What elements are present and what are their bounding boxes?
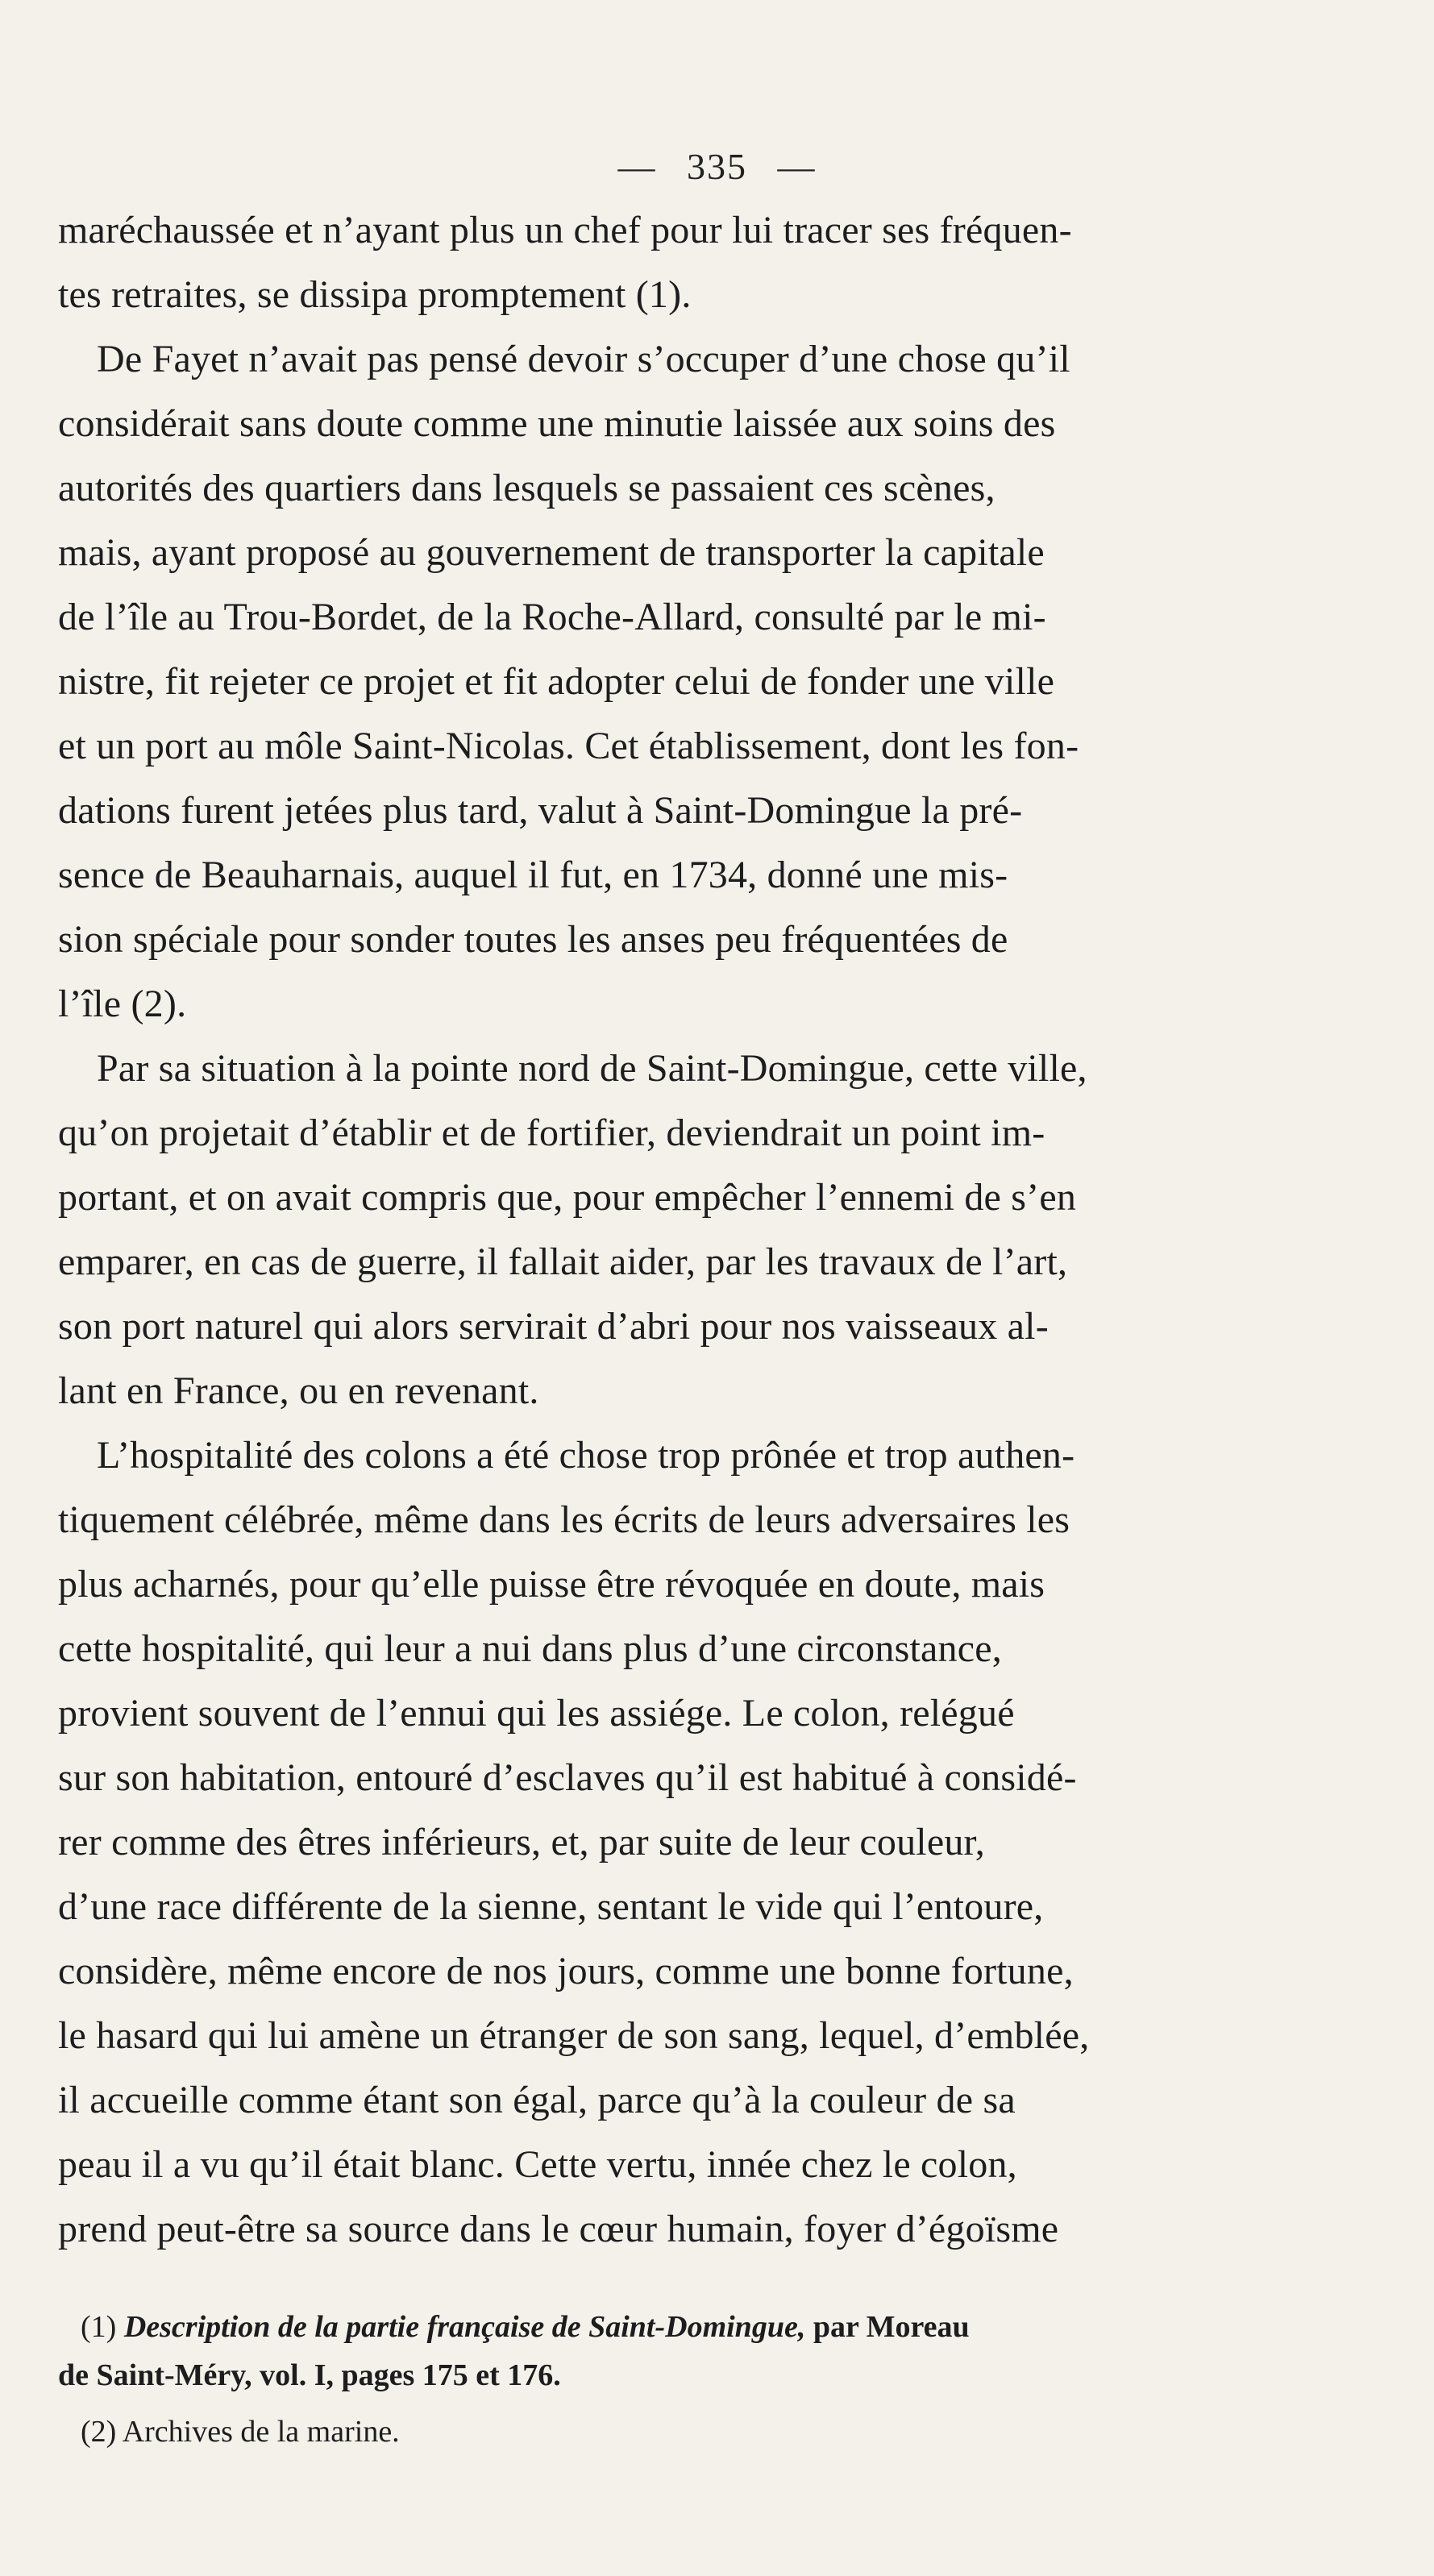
- text-line: l’île (2).: [58, 983, 187, 1025]
- page-number-dash-right: —: [777, 146, 817, 187]
- footnote-2: (2) Archives de la marine.: [81, 2415, 400, 2449]
- text-line: dations furent jetées plus tard, valut à Saint-Domingue la pré-: [58, 789, 1023, 832]
- text-line: considérait sans doute comme une minutie laissée aux soins des: [58, 402, 1056, 445]
- footnote-1-title: Description de la partie française de Saint-Domingue,: [123, 2310, 806, 2344]
- text-line: emparer, en cas de guerre, il fallait aider, par les travaux de l’art,: [58, 1240, 1068, 1283]
- text-line: tes retraites, se dissipa promptement (1).: [58, 273, 692, 316]
- text-line: qu’on projetait d’établir et de fortifier, deviendrait un point im-: [58, 1111, 1045, 1154]
- text-line: portant, et on avait compris que, pour empêcher l’ennemi de s’en: [58, 1176, 1077, 1219]
- text-line: et un port au môle Saint-Nicolas. Cet établissement, dont les fon-: [58, 725, 1079, 767]
- text-line: De Fayet n’avait pas pensé devoir s’occuper d’une chose qu’il: [97, 338, 1070, 380]
- text-line: cette hospitalité, qui leur a nui dans plus d’une circonstance,: [58, 1627, 1002, 1670]
- footnote-1-line2: de Saint-Méry, vol. I, pages 175 et 176.: [58, 2358, 561, 2392]
- text-line: L’hospitalité des colons a été chose trop prônée et trop authen-: [97, 1434, 1075, 1477]
- text-line: lant en France, ou en revenant.: [58, 1369, 539, 1412]
- footnote-1-continuation: [58, 2358, 561, 2393]
- text-line: il accueille comme étant son égal, parce qu’à la couleur de sa: [58, 2079, 1016, 2121]
- text-line: prend peut-être sa source dans le cœur humain, foyer d’égoïsme: [58, 2208, 1059, 2250]
- text-line: nistre, fit rejeter ce projet et fit adopter celui de fonder une ville: [58, 660, 1055, 703]
- text-line: tiquement célébrée, même dans les écrits de leurs adversaires les: [58, 1498, 1070, 1541]
- text-line: rer comme des êtres inférieurs, et, par suite de leur couleur,: [58, 1821, 985, 1863]
- page-number: [0, 145, 1434, 188]
- text-line: maréchaussée et n’ayant plus un chef pour lui tracer ses fréquen-: [58, 209, 1072, 251]
- text-line: d’une race différente de la sienne, sentant le vide qui l’entoure,: [58, 1885, 1044, 1928]
- text-line: son port naturel qui alors servirait d’abri pour nos vaisseaux al-: [58, 1305, 1049, 1348]
- text-line: sence de Beauharnais, auquel il fut, en 1734, donné une mis-: [58, 854, 1008, 896]
- page-number-value: 335: [687, 146, 747, 187]
- footnote-1-rest: par Moreau: [813, 2310, 970, 2344]
- text-line: autorités des quartiers dans lesquels se passaient ces scènes,: [58, 467, 995, 509]
- page-number-dash-left: —: [617, 146, 657, 187]
- text-line: considère, même encore de nos jours, comme une bonne fortune,: [58, 1950, 1074, 1992]
- footnote-1: [81, 2309, 970, 2345]
- text-line: mais, ayant proposé au gouvernement de transporter la capitale: [58, 531, 1045, 574]
- text-line: le hasard qui lui amène un étranger de son sang, lequel, d’emblée,: [58, 2014, 1090, 2057]
- text-line: de l’île au Trou-Bordet, de la Roche-Allard, consulté par le mi-: [58, 596, 1046, 638]
- text-line: peau il a vu qu’il était blanc. Cette vertu, innée chez le colon,: [58, 2143, 1017, 2186]
- text-line: sur son habitation, entouré d’esclaves qu’il est habitué à considé-: [58, 1756, 1077, 1799]
- text-line: provient souvent de l’ennui qui les assiége. Le colon, relégué: [58, 1692, 1015, 1735]
- text-line: Par sa situation à la pointe nord de Saint-Domingue, cette ville,: [97, 1047, 1087, 1090]
- text-line: plus acharnés, pour qu’elle puisse être révoquée en doute, mais: [58, 1563, 1045, 1606]
- text-line: sion spéciale pour sonder toutes les anses peu fréquentées de: [58, 918, 1008, 961]
- footnote-1-marker: (1): [81, 2310, 117, 2344]
